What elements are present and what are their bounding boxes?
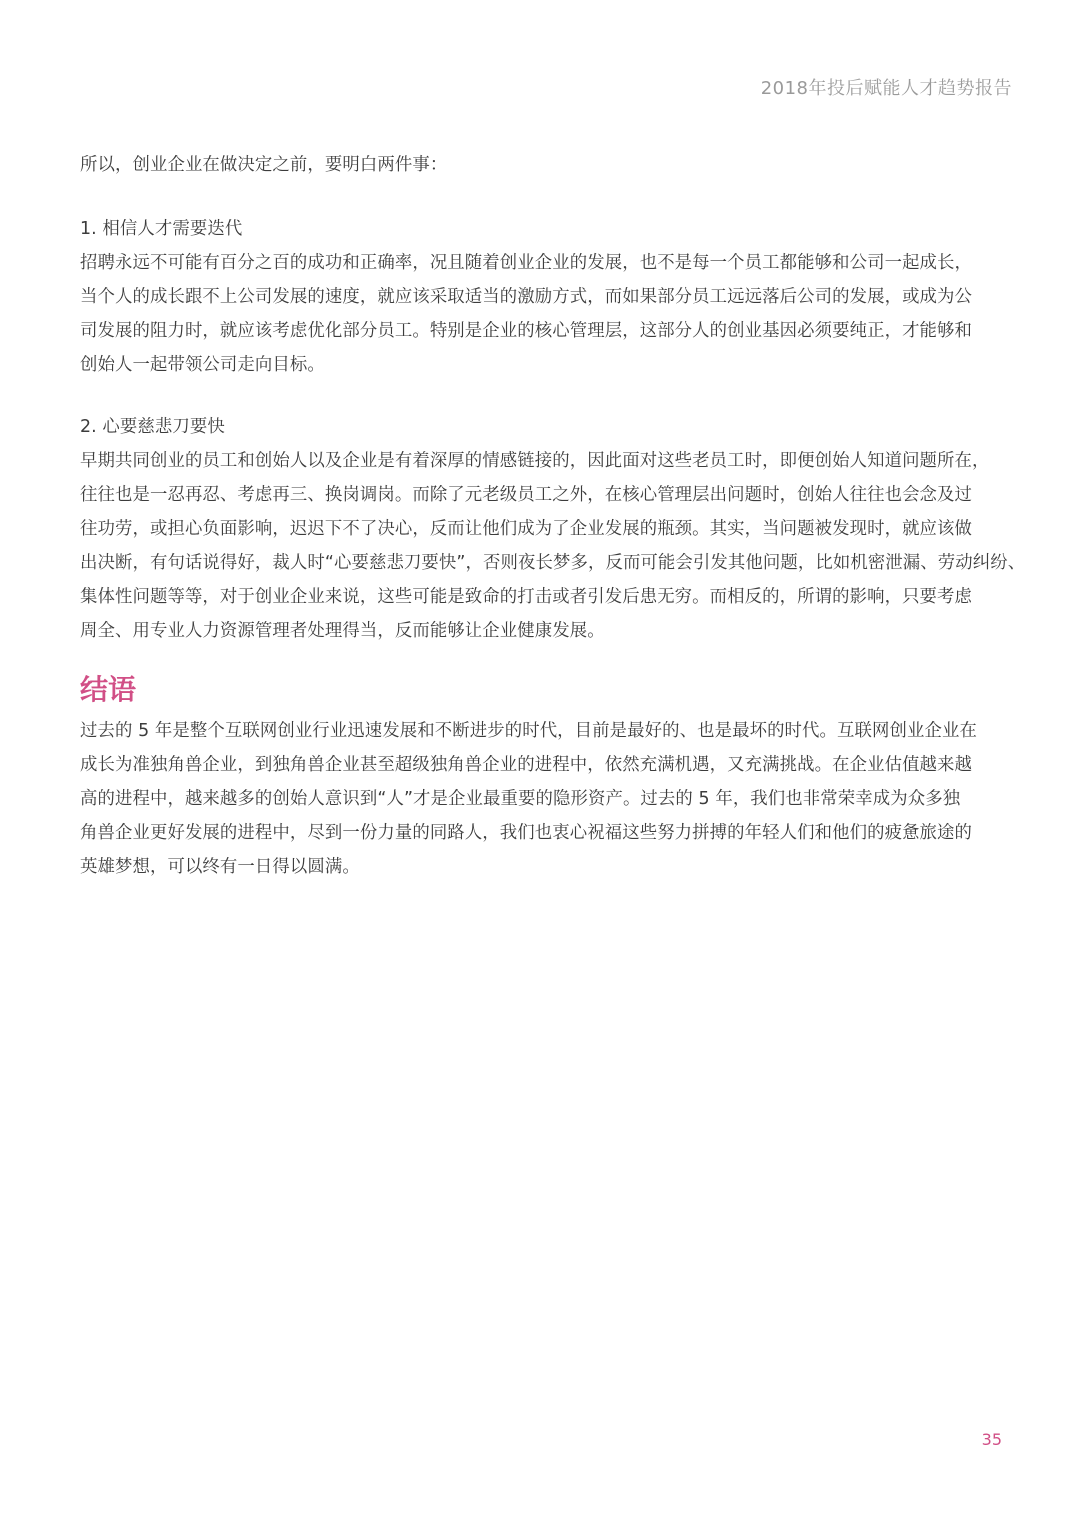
point-2-line: 周全、用专业人力资源管理者处理得当，反而能够让企业健康发展。 bbox=[80, 621, 605, 641]
page-number: 35 bbox=[981, 1430, 1002, 1449]
point-2-line: 出决断，有句话说得好，裁人时“心要慈悲刀要快”，否则夜长梦多，反而可能会引发其他问题，比如机密泄漏、劳动纠纷、 bbox=[80, 553, 1026, 573]
page-content bbox=[80, 148, 1026, 884]
point-2-line: 集体性问题等等，对于创业企业来说，这些可能是致命的打击或者引发后患无穷。而相反的，所谓的影响，只要考虑 bbox=[80, 587, 973, 607]
point-2 bbox=[80, 410, 1026, 648]
conclusion-line: 高的进程中，越来越多的创始人意识到“人”才是企业最重要的隐形资产。过去的 5 年，我们也非常荣幸成为众多独 bbox=[80, 789, 961, 809]
conclusion-title: 结语 bbox=[80, 673, 137, 706]
conclusion-line: 角兽企业更好发展的进程中，尽到一份力量的同路人，我们也衷心祝福这些努力拼搏的年轻人们和他们的疲惫旅途的 bbox=[80, 823, 973, 843]
report-header-title: 2018年投后赋能人才趋势报告 bbox=[760, 78, 1012, 99]
point-1 bbox=[80, 212, 1010, 382]
point-2-heading: 2. 心要慈悲刀要快 bbox=[80, 417, 225, 437]
point-1-line: 司发展的阻力时，就应该考虑优化部分员工。特别是企业的核心管理层，这部分人的创业基因必须要纯正，才能够和 bbox=[80, 321, 973, 341]
point-1-line: 当个人的成长跟不上公司发展的速度，就应该采取适当的激励方式，而如果部分员工远远落后公司的发展，或成为公 bbox=[80, 287, 973, 307]
intro-text: 所以，创业企业在做决定之前，要明白两件事： bbox=[80, 155, 448, 175]
point-2-line: 往往也是一忍再忍、考虑再三、换岗调岗。而除了元老级员工之外，在核心管理层出问题时，创始人往往也会念及过 bbox=[80, 485, 973, 505]
conclusion-line: 成长为准独角兽企业，到独角兽企业甚至超级独角兽企业的进程中，依然充满机遇，又充满挑战。在企业估值越来越 bbox=[80, 755, 973, 775]
point-2-line: 早期共同创业的员工和创始人以及企业是有着深厚的情感链接的，因此面对这些老员工时，即便创始人知道问题所在， bbox=[80, 451, 990, 471]
point-1-line: 创始人一起带领公司走向目标。 bbox=[80, 355, 325, 375]
conclusion-body bbox=[80, 714, 1010, 884]
point-1-line: 招聘永远不可能有百分之百的成功和正确率，况且随着创业企业的发展，也不是每一个员工都能够和公司一起成长， bbox=[80, 253, 973, 273]
point-1-heading: 1. 相信人才需要迭代 bbox=[80, 219, 243, 239]
point-2-line: 往功劳，或担心负面影响，迟迟下不了决心，反而让他们成为了企业发展的瓶颈。其实，当问题被发现时，就应该做 bbox=[80, 519, 973, 539]
conclusion-line: 过去的 5 年是整个互联网创业行业迅速发展和不断进步的时代，目前是最好的、也是最坏的时代。互联网创业企业在 bbox=[80, 721, 977, 741]
conclusion-line: 英雄梦想，可以终有一日得以圆满。 bbox=[80, 857, 360, 877]
